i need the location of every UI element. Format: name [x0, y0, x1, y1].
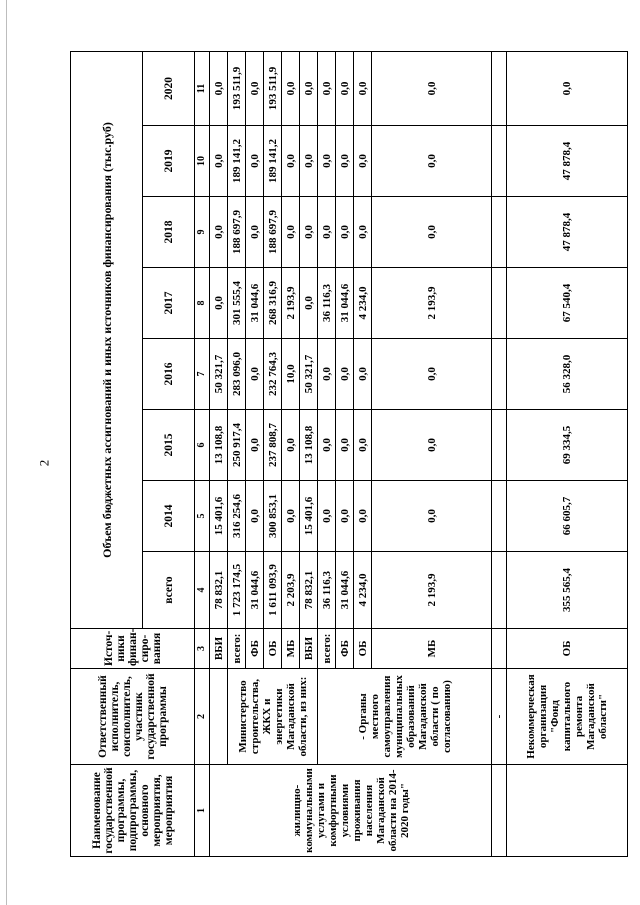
source-cell: ОБ	[264, 629, 282, 669]
value-cell: 301 555,4	[228, 268, 246, 339]
header-row-1	[71, 51, 143, 856]
value-cell: 0,0	[246, 197, 264, 268]
column-index: 9	[195, 197, 210, 268]
header-year-2018: 2018	[143, 197, 195, 268]
value-cell: 50 321,7	[300, 339, 318, 410]
value-cell: 36 116,3	[318, 268, 336, 339]
value-cell: 193 511,9	[228, 51, 246, 125]
header-budget-group: Объем бюджетных ассигнований и иных источников финансирования (тыс.руб)	[71, 51, 143, 628]
value-cell: 0,0	[300, 268, 318, 339]
header-year-2014: 2014	[143, 481, 195, 552]
value-cell: 0,0	[282, 410, 300, 481]
value-cell: 188 697,9	[228, 197, 246, 268]
value-cell: 0,0	[336, 481, 354, 552]
value-cell: 0,0	[318, 126, 336, 197]
value-cell: 0,0	[354, 126, 372, 197]
value-cell: 0,0	[300, 197, 318, 268]
header-year-2017: 2017	[143, 268, 195, 339]
value-cell: 0,0	[210, 197, 228, 268]
program-name-cell: жилищно-коммунальными услугами и комфортными условиями проживания населения Магаданской области на 2014-2020 годы"	[210, 765, 492, 857]
column-index: 1	[195, 765, 210, 857]
value-cell: 47 878,4	[507, 197, 628, 268]
value-cell: 0,0	[336, 51, 354, 125]
value-cell: 300 853,1	[264, 481, 282, 552]
value-cell: 31 044,6	[336, 552, 354, 629]
value-cell: 2 193,9	[372, 268, 492, 339]
value-cell: 0,0	[246, 126, 264, 197]
value-cell: 15 401,6	[210, 481, 228, 552]
executor-municipal: - Органы местного самоуправления муниципальных образований Магаданской области ( по согласованию)	[318, 669, 492, 765]
value-cell: 0,0	[300, 126, 318, 197]
header-year-2015: 2015	[143, 410, 195, 481]
value-cell: 0,0	[246, 481, 264, 552]
value-cell: 0,0	[282, 126, 300, 197]
scan-edge-mark	[6, 0, 7, 905]
value-cell: 189 141,2	[228, 126, 246, 197]
header-funding-source: Источ-ники финан-сиро-вания	[71, 629, 195, 669]
source-cell: всего:	[228, 629, 246, 669]
source-cell: МБ	[282, 629, 300, 669]
source-cell: всего:	[318, 629, 336, 669]
value-cell: 36 116,3	[318, 552, 336, 629]
value-cell: 0,0	[336, 197, 354, 268]
value-cell: 56 328,0	[507, 339, 628, 410]
value-cell: 0,0	[246, 410, 264, 481]
value-cell: 0,0	[210, 126, 228, 197]
column-index: 3	[195, 629, 210, 669]
value-cell: 4 234,0	[354, 552, 372, 629]
table-row	[228, 51, 246, 856]
executor-cell-empty	[210, 669, 228, 765]
value-cell: 250 917,4	[228, 410, 246, 481]
column-index: 2	[195, 669, 210, 765]
program-name-cell-empty	[507, 765, 628, 857]
funding-table	[70, 51, 628, 857]
table-row-spacer	[492, 51, 507, 856]
value-cell-empty	[492, 268, 507, 339]
value-cell: 0,0	[354, 481, 372, 552]
column-index: 7	[195, 339, 210, 410]
value-cell-empty	[492, 51, 507, 125]
value-cell: 0,0	[354, 339, 372, 410]
value-cell: 78 832,1	[300, 552, 318, 629]
value-cell: 1 611 093,9	[264, 552, 282, 629]
value-cell: 237 808,7	[264, 410, 282, 481]
source-cell: ВБИ	[210, 629, 228, 669]
value-cell: 2 193,9	[372, 552, 492, 629]
header-year-2020: 2020	[143, 51, 195, 125]
value-cell: 189 141,2	[264, 126, 282, 197]
header-year-total: всего	[143, 552, 195, 629]
value-cell: 0,0	[300, 51, 318, 125]
value-cell: 355 565,4	[507, 552, 628, 629]
value-cell: 1 723 174,5	[228, 552, 246, 629]
value-cell: 0,0	[372, 339, 492, 410]
value-cell: 193 511,9	[264, 51, 282, 125]
value-cell: 268 316,9	[264, 268, 282, 339]
source-cell: ФБ	[246, 629, 264, 669]
header-year-2016: 2016	[143, 339, 195, 410]
value-cell: 0,0	[210, 268, 228, 339]
table-row	[318, 51, 336, 856]
value-cell: 232 764,3	[264, 339, 282, 410]
column-index: 4	[195, 552, 210, 629]
value-cell: 316 254,6	[228, 481, 246, 552]
source-cell: ФБ	[336, 629, 354, 669]
value-cell-empty	[492, 197, 507, 268]
program-name-cell-empty	[492, 765, 507, 857]
value-cell: 0,0	[336, 339, 354, 410]
value-cell: 13 108,8	[300, 410, 318, 481]
value-cell: 0,0	[318, 197, 336, 268]
column-index: 6	[195, 410, 210, 481]
value-cell: 31 044,6	[246, 552, 264, 629]
value-cell-empty	[492, 552, 507, 629]
header-program-name: Наименование государственной программы, подпрограммы, основного мероприятия, мероприятия	[71, 765, 195, 857]
value-cell: 0,0	[372, 51, 492, 125]
executor-ministry: Министерство строительства, ЖКХ и энергетики Магаданской области, из них:	[228, 669, 318, 765]
value-cell: 31 044,6	[336, 268, 354, 339]
value-cell: 0,0	[372, 126, 492, 197]
source-cell: ОБ	[507, 629, 628, 669]
value-cell: 188 697,9	[264, 197, 282, 268]
value-cell: 0,0	[336, 126, 354, 197]
value-cell: 4 234,0	[354, 268, 372, 339]
value-cell: 0,0	[372, 197, 492, 268]
value-cell: 0,0	[354, 51, 372, 125]
value-cell: 66 605,7	[507, 481, 628, 552]
value-cell: 0,0	[318, 51, 336, 125]
header-year-2019: 2019	[143, 126, 195, 197]
column-index: 10	[195, 126, 210, 197]
value-cell: 0,0	[354, 410, 372, 481]
value-cell: 50 321,7	[210, 339, 228, 410]
header-executor: Ответственный исполнитель, соисполнитель, участник государственной программы	[71, 669, 195, 765]
rotated-page-content	[70, 52, 628, 857]
value-cell: 0,0	[336, 410, 354, 481]
source-cell: ВБИ	[300, 629, 318, 669]
table-row	[507, 51, 628, 856]
column-index-row	[195, 51, 210, 856]
funding-table-container	[70, 52, 628, 857]
source-cell-empty	[492, 629, 507, 669]
source-cell: ОБ	[354, 629, 372, 669]
value-cell: 0,0	[372, 410, 492, 481]
value-cell: 0,0	[282, 481, 300, 552]
value-cell: 2 193,9	[282, 268, 300, 339]
source-cell: МБ	[372, 629, 492, 669]
value-cell: 0,0	[372, 481, 492, 552]
value-cell: 47 878,4	[507, 126, 628, 197]
value-cell: 0,0	[246, 339, 264, 410]
value-cell: 15 401,6	[300, 481, 318, 552]
value-cell: 0,0	[210, 51, 228, 125]
value-cell: 0,0	[282, 51, 300, 125]
value-cell: 0,0	[507, 51, 628, 125]
value-cell: 78 832,1	[210, 552, 228, 629]
value-cell: 0,0	[318, 339, 336, 410]
value-cell: 0,0	[318, 481, 336, 552]
value-cell: 10,0	[282, 339, 300, 410]
column-index: 5	[195, 481, 210, 552]
value-cell: 69 334,5	[507, 410, 628, 481]
value-cell-empty	[492, 339, 507, 410]
value-cell: 2 203,9	[282, 552, 300, 629]
page-number: 2	[36, 459, 52, 467]
executor-dash: -	[492, 669, 507, 765]
value-cell: 0,0	[282, 197, 300, 268]
executor-fund: Некоммерческая организация "Фонд капитального ремонта Магаданской области"	[507, 669, 628, 765]
value-cell: 13 108,8	[210, 410, 228, 481]
column-index: 8	[195, 268, 210, 339]
value-cell: 0,0	[246, 51, 264, 125]
value-cell: 0,0	[318, 410, 336, 481]
value-cell-empty	[492, 410, 507, 481]
column-index: 11	[195, 51, 210, 125]
table-row	[210, 51, 228, 856]
value-cell: 0,0	[354, 197, 372, 268]
value-cell-empty	[492, 481, 507, 552]
value-cell-empty	[492, 126, 507, 197]
value-cell: 67 540,4	[507, 268, 628, 339]
value-cell: 283 096,0	[228, 339, 246, 410]
value-cell: 31 044,6	[246, 268, 264, 339]
